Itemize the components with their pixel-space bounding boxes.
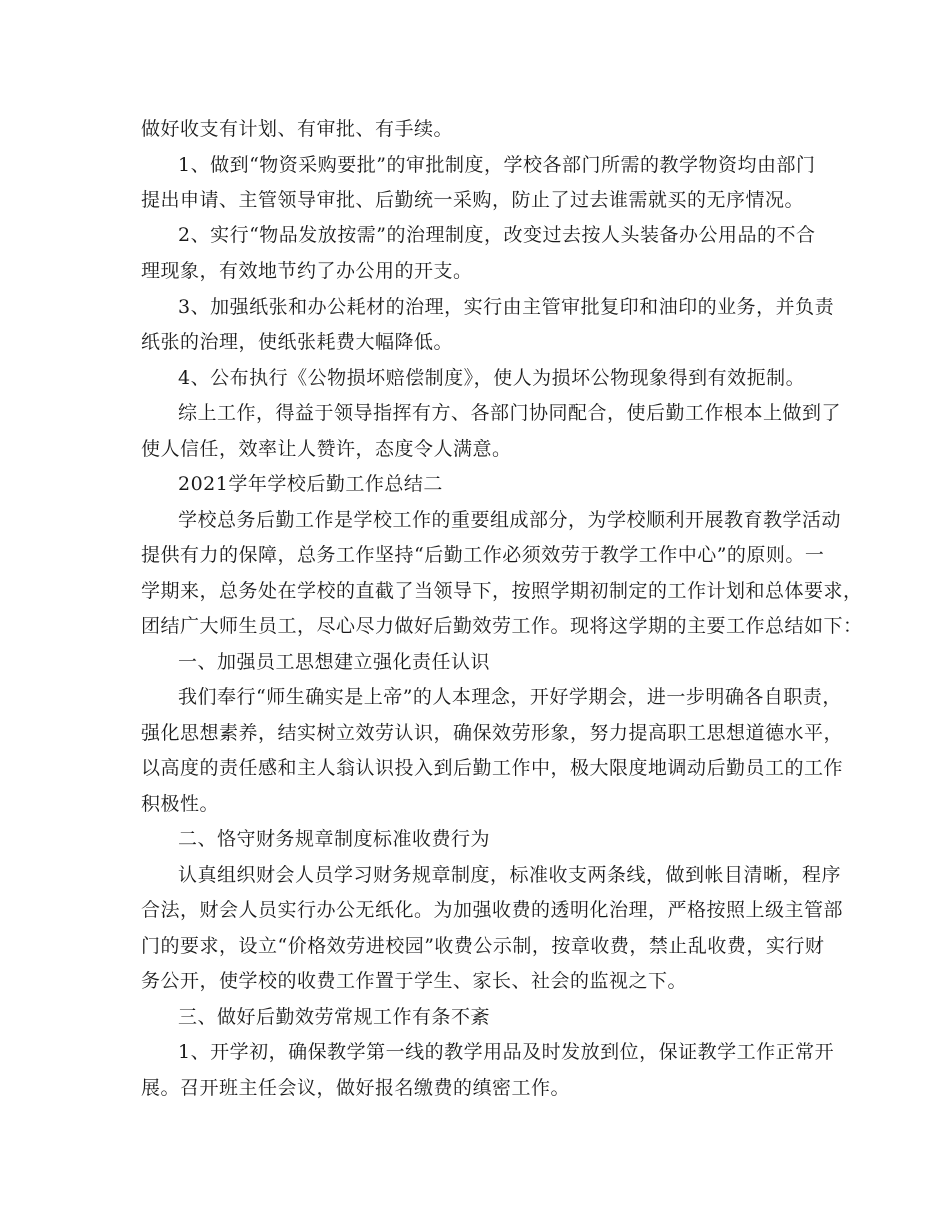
- section-heading: 二、恪守财务规章制度标准收费行为: [178, 828, 491, 850]
- body-text-line: 务公开，使学校的收费工作置于学生、家长、社会的监视之下。: [141, 970, 688, 992]
- body-text-line: 学期来，总务处在学校的直截了当领导下，按照学期初制定的工作计划和总体要求，: [141, 580, 863, 602]
- body-text-line: 综上工作，得益于领导指挥有方、各部门协同配合，使后勤工作根本上做到了: [178, 402, 842, 424]
- body-text-line: 2、实行“物品发放按需”的治理制度，改变过去按人头装备办公用品的不合: [178, 224, 816, 246]
- body-text-line: 展。召开班主任会议，做好报名缴费的缜密工作。: [141, 1077, 571, 1099]
- body-text-line: 1、做到“物资采购要批”的审批制度，学校各部门所需的教学物资均由部门: [178, 154, 816, 176]
- body-text-line: 我们奉行“师生确实是上帝”的人本理念，开好学期会，进一步明确各自职责，: [178, 686, 842, 708]
- body-text-line: 纸张的治理，使纸张耗费大幅降低。: [141, 331, 454, 353]
- body-text-line: 认真组织财会人员学习财务规章制度，标准收支两条线，做到帐目清晰，程序: [178, 864, 842, 886]
- body-text-line: 强化思想素养，结实树立效劳认识，确保效劳形象，努力提高职工思想道德水平，: [141, 722, 844, 744]
- section-heading: 三、做好后勤效劳常规工作有条不紊: [178, 1006, 491, 1028]
- body-text-line: 使人信任，效率让人赞许，态度令人满意。: [141, 438, 512, 460]
- body-text-line: 3、加强纸张和办公耗材的治理，实行由主管审批复印和油印的业务，并负责: [178, 296, 835, 318]
- body-text-line: 1、开学初，确保教学第一线的教学用品及时发放到位，保证教学工作正常开: [178, 1041, 835, 1063]
- body-text-line: 4、公布执行《公物损坏赔偿制度》，使人为损坏公物现象得到有效扼制。: [178, 367, 806, 389]
- body-text-line: 团结广大师生员工，尽心尽力做好后勤效劳工作。现将这学期的主要工作总结如下：: [141, 615, 863, 637]
- section-title: 2021学年学校后勤工作总结二: [178, 473, 443, 495]
- body-text-line: 提供有力的保障，总务工作坚持“后勤工作必须效劳于教学工作中心”的原则。一: [141, 544, 825, 566]
- body-text-line: 合法，财会人员实行办公无纸化。为加强收费的透明化治理，严格按照上级主管部: [141, 899, 844, 921]
- body-text-line: 提出申请、主管领导审批、后勤统一采购，防止了过去谁需就买的无序情况。: [141, 189, 805, 211]
- body-text-line: 积极性。: [141, 793, 220, 815]
- body-text-line: 理现象，有效地节约了办公用的开支。: [141, 260, 473, 282]
- body-text-line: 做好收支有计划、有审批、有手续。: [141, 118, 454, 140]
- body-text-line: 学校总务后勤工作是学校工作的重要组成部分，为学校顺利开展教育教学活动: [178, 509, 842, 531]
- body-text-line: 门的要求，设立“价格效劳进校园”收费公示制，按章收费，禁止乱收费，实行财: [141, 935, 825, 957]
- section-heading: 一、加强员工思想建立强化责任认识: [178, 651, 491, 673]
- body-text-line: 以高度的责任感和主人翁认识投入到后勤工作中，极大限度地调动后勤员工的工作: [141, 757, 844, 779]
